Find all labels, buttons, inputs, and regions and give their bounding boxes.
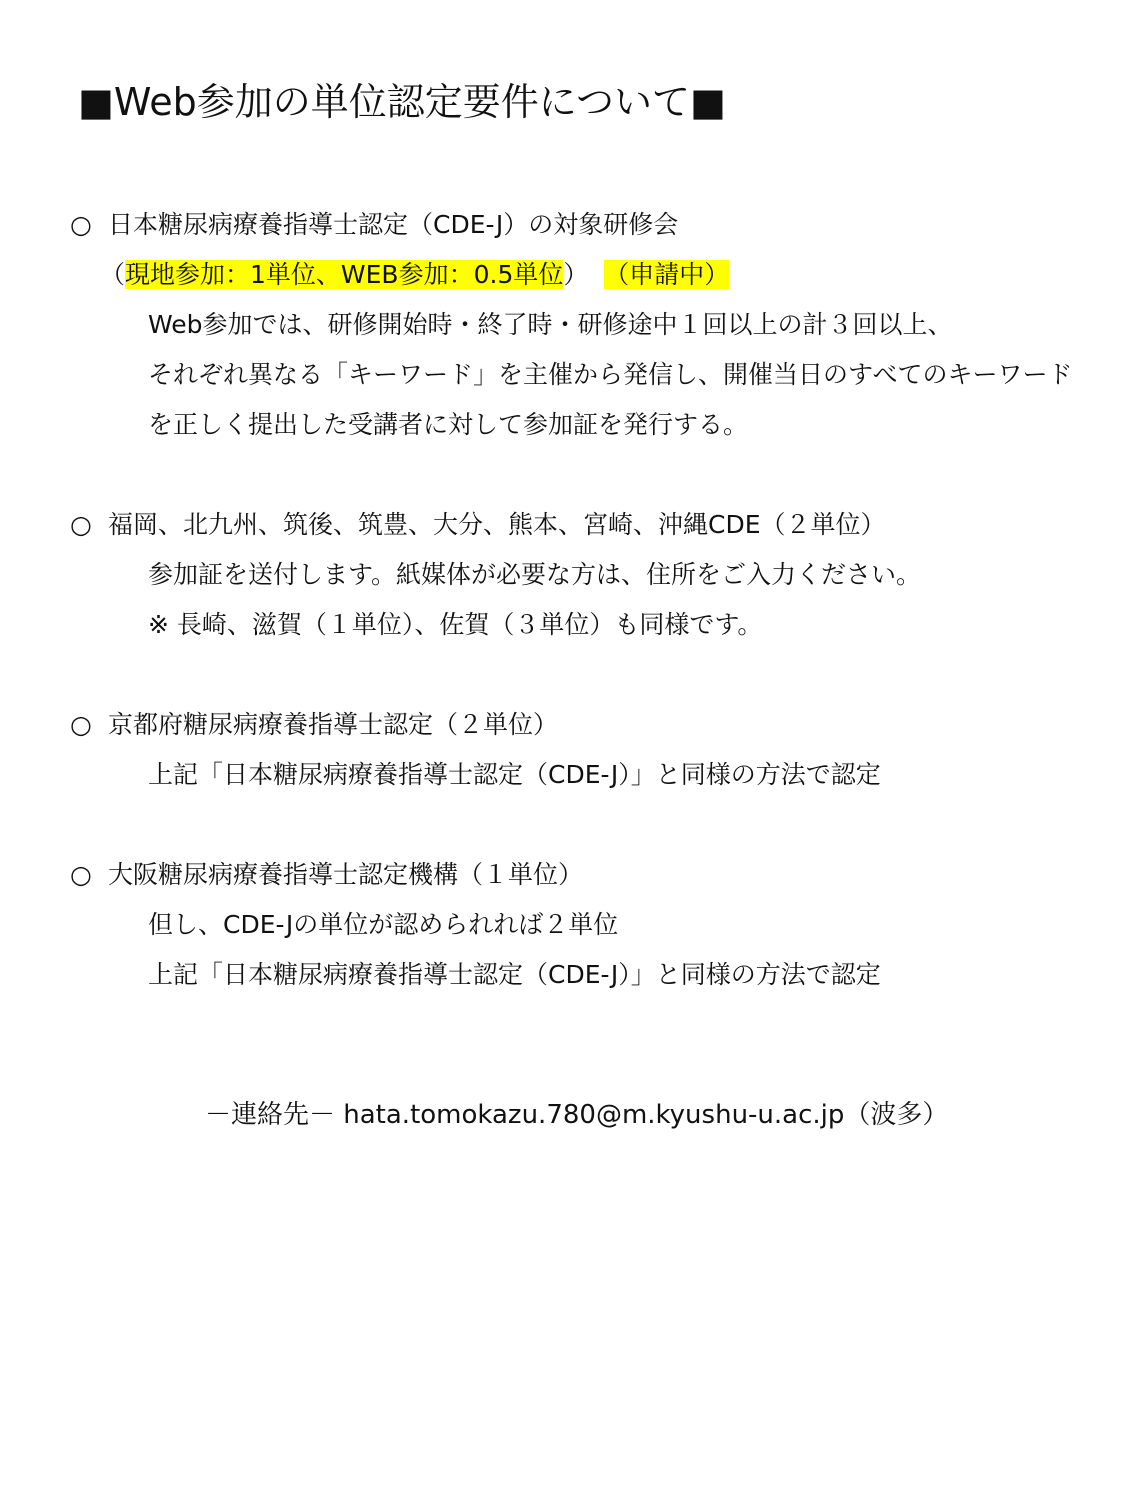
close-paren: ）	[563, 260, 589, 289]
section-3-body-line-1: 上記「日本糖尿病療養指導士認定（CDE-J）」と同様の方法で認定	[148, 760, 881, 789]
section-heading: 日本糖尿病療養指導士認定（CDE-J）の対象研修会	[108, 210, 679, 239]
spacer	[588, 260, 604, 289]
circle-bullet-icon: ○	[70, 510, 92, 539]
section-1-body-line-2: それぞれ異なる「キーワード」を主催から発信し、開催当日のすべてのキーワード	[148, 360, 1073, 389]
open-paren: （	[100, 260, 126, 289]
circle-bullet-icon: ○	[70, 860, 92, 889]
section-4-heading-row	[70, 857, 583, 893]
section-2-body-line-1: 参加証を送付します。紙媒体が必要な方は、住所をご入力ください。	[148, 560, 922, 589]
section-heading: 京都府糖尿病療養指導士認定（２単位）	[108, 710, 559, 739]
highlighted-credits: 現地参加：1単位、WEB参加：0.5単位	[125, 260, 564, 289]
section-heading: 大阪糖尿病療養指導士認定機構（１単位）	[108, 860, 584, 889]
circle-bullet-icon: ○	[70, 210, 92, 239]
section-4-body-line-2: 上記「日本糖尿病療養指導士認定（CDE-J）」と同様の方法で認定	[148, 960, 881, 989]
page-title: ■Web参加の単位認定要件について■	[78, 80, 726, 124]
circle-bullet-icon: ○	[70, 710, 92, 739]
section-3-heading-row	[70, 707, 558, 743]
section-2-body-line-2: ※ 長崎、滋賀（１単位）、佐賀（３単位）も同様です。	[148, 610, 763, 639]
section-1-body-line-1: Web参加では、研修開始時・終了時・研修途中１回以上の計３回以上、	[148, 310, 953, 339]
section-1-heading-row	[70, 207, 678, 243]
section-4-body-line-1: 但し、CDE-Jの単位が認められれば２単位	[148, 910, 619, 939]
section-2-heading-row	[70, 507, 886, 543]
status-badge: （申請中）	[604, 260, 730, 289]
contact-line: －連絡先－ hata.tomokazu.780@m.kyushu-u.ac.jp（波多）	[205, 1100, 949, 1130]
section-heading: 福岡、北九州、筑後、筑豊、大分、熊本、宮崎、沖縄CDE（２単位）	[108, 510, 886, 539]
section-1-subheading-row	[100, 257, 729, 293]
section-1-body-line-3: を正しく提出した受講者に対して参加証を発行する。	[148, 410, 749, 439]
